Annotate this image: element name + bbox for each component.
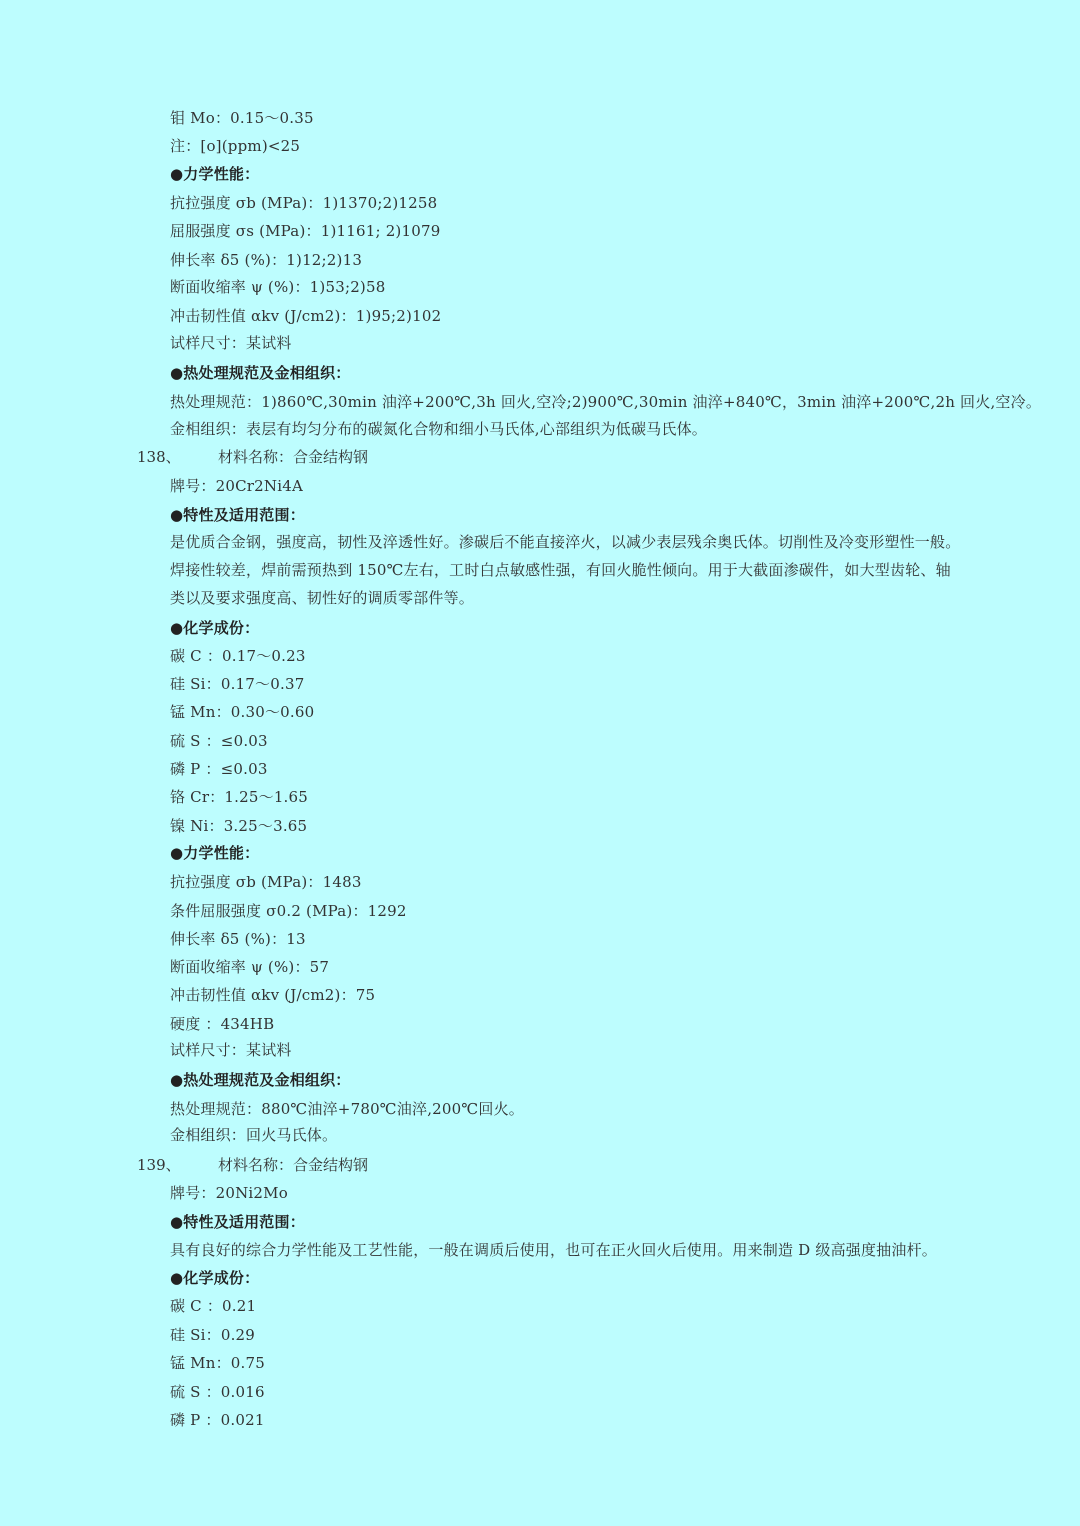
heading-heat-treatment: ●热处理规范及金相组织： xyxy=(170,1071,351,1089)
element-s: 硫 S ：≤0.03 xyxy=(170,732,268,750)
microstructure: 金相组织：回火马氏体。 xyxy=(170,1126,338,1144)
entry-number: 138、 xyxy=(137,448,181,466)
heading-mechanical: ●力学性能： xyxy=(170,844,260,862)
heading-chemical: ●化学成份： xyxy=(170,1269,260,1287)
hardness: 硬度 ：434HB xyxy=(170,1015,275,1033)
elongation: 伸长率 δ5 (%)：13 xyxy=(170,930,306,948)
material-name: 材料名称：合金结构钢 xyxy=(218,1156,369,1174)
heading-mechanical: ●力学性能： xyxy=(170,165,260,183)
element-mn: 锰 Mn：0.30～0.60 xyxy=(170,703,315,721)
reduction-area: 断面收缩率 ψ (%)：57 xyxy=(170,958,330,976)
element-mn: 锰 Mn：0.75 xyxy=(170,1354,265,1372)
grade: 牌号：20Ni2Mo xyxy=(170,1184,288,1202)
description-line-3: 类以及要求强度高、韧性好的调质零部件等。 xyxy=(170,589,475,607)
tensile-strength: 抗拉强度 σb (MPa)：1483 xyxy=(170,873,362,891)
element-c: 碳 C ：0.17～0.23 xyxy=(170,647,306,665)
element-mo: 钼 Mo：0.15～0.35 xyxy=(170,109,314,127)
entry-139-header xyxy=(137,1155,368,1175)
reduction-area: 断面收缩率 ψ (%)：1)53;2)58 xyxy=(170,278,386,296)
element-si: 硅 Si：0.29 xyxy=(170,1326,256,1344)
sample-size: 试样尺寸：某试料 xyxy=(170,1041,292,1059)
elongation: 伸长率 δ5 (%)：1)12;2)13 xyxy=(170,251,363,269)
yield-strength: 屈服强度 σs (MPa)：1)1161; 2)1079 xyxy=(170,222,441,240)
grade: 牌号：20Cr2Ni4A xyxy=(170,477,303,495)
sample-size: 试样尺寸：某试料 xyxy=(170,334,292,352)
element-si: 硅 Si：0.17～0.37 xyxy=(170,675,305,693)
material-name: 材料名称：合金结构钢 xyxy=(218,448,369,466)
description-line-1: 是优质合金钢，强度高，韧性及淬透性好。渗碳后不能直接淬火，以减少表层残余奥氏体。切削性及冷变形塑性一般。 xyxy=(170,533,961,551)
entry-number: 139、 xyxy=(137,1156,181,1174)
heading-properties: ●特性及适用范围： xyxy=(170,1213,305,1231)
element-ni: 镍 Ni：3.25～3.65 xyxy=(170,817,308,835)
heat-treatment-spec: 热处理规范：880℃油淬+780℃油淬,200℃回火。 xyxy=(170,1100,524,1118)
description-line-2: 焊接性较差，焊前需预热到 150℃左右，工时白点敏感性强，有回火脆性倾向。用于大截面渗碳件，如大型齿轮、轴 xyxy=(170,561,951,579)
heat-treatment-spec: 热处理规范：1)860℃,30min 油淬+200℃,3h 回火,空冷;2)900℃,30min 油淬+840℃，3min 油淬+200℃,2h 回火,空冷。 xyxy=(170,393,1042,411)
element-p: 磷 P ：≤0.03 xyxy=(170,760,268,778)
impact-toughness: 冲击韧性值 αkv (J/cm2)：1)95;2)102 xyxy=(170,307,442,325)
element-cr: 铬 Cr：1.25～1.65 xyxy=(170,788,309,806)
element-p: 磷 P ：0.021 xyxy=(170,1411,265,1429)
element-s: 硫 S ：0.016 xyxy=(170,1383,265,1401)
entry-138-header xyxy=(137,447,368,467)
note-oxygen: 注：[o](ppm)<25 xyxy=(170,137,301,155)
microstructure: 金相组织：表层有均匀分布的碳氮化合物和细小马氏体,心部组织为低碳马氏体。 xyxy=(170,420,707,438)
heading-properties: ●特性及适用范围： xyxy=(170,506,305,524)
heading-chemical: ●化学成份： xyxy=(170,619,260,637)
impact-toughness: 冲击韧性值 αkv (J/cm2)：75 xyxy=(170,986,376,1004)
element-c: 碳 C ：0.21 xyxy=(170,1297,257,1315)
heading-heat-treatment: ●热处理规范及金相组织： xyxy=(170,364,351,382)
proof-strength: 条件屈服强度 σ0.2 (MPa)：1292 xyxy=(170,902,407,920)
description-line-1: 具有良好的综合力学性能及工艺性能，一般在调质后使用，也可在正火回火后使用。用来制造 D 级高强度抽油杆。 xyxy=(170,1241,937,1259)
tensile-strength: 抗拉强度 σb (MPa)：1)1370;2)1258 xyxy=(170,194,438,212)
